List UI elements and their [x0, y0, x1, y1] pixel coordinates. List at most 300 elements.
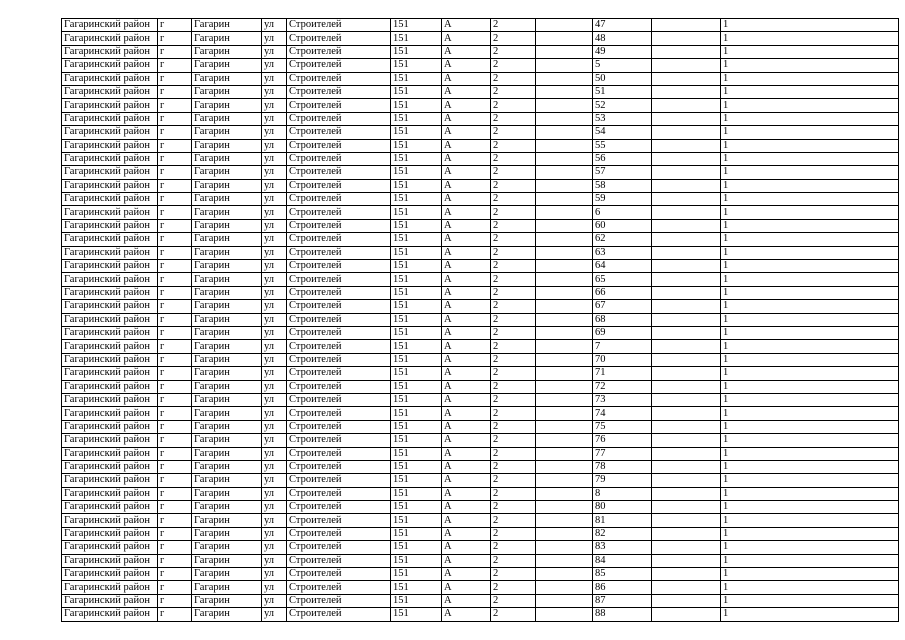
apartment-cell: 71 — [593, 367, 652, 380]
house-cell: 151 — [391, 527, 442, 540]
street-type-cell: ул — [262, 447, 287, 460]
count-cell: 1 — [721, 313, 899, 326]
blank-cell — [536, 460, 593, 473]
settlement-cell: Гагарин — [192, 112, 262, 125]
house-cell: 151 — [391, 447, 442, 460]
street-type-cell: ул — [262, 434, 287, 447]
street-type-cell: ул — [262, 340, 287, 353]
settlement-type-cell: г — [158, 45, 192, 58]
count-cell: 1 — [721, 166, 899, 179]
count-cell: 1 — [721, 179, 899, 192]
blank-cell — [536, 126, 593, 139]
blank-cell — [652, 166, 721, 179]
settlement-cell: Гагарин — [192, 434, 262, 447]
blank-cell — [652, 126, 721, 139]
street-cell: Строителей — [287, 313, 391, 326]
blank-cell — [652, 32, 721, 45]
settlement-cell: Гагарин — [192, 380, 262, 393]
apartment-cell: 75 — [593, 420, 652, 433]
settlement-cell: Гагарин — [192, 273, 262, 286]
house-cell: 151 — [391, 554, 442, 567]
house-cell: 151 — [391, 193, 442, 206]
blank-cell — [536, 514, 593, 527]
table-row — [62, 166, 899, 179]
apartment-cell: 77 — [593, 447, 652, 460]
settlement-cell: Гагарин — [192, 353, 262, 366]
count-cell: 1 — [721, 326, 899, 339]
street-cell: Строителей — [287, 326, 391, 339]
settlement-type-cell: г — [158, 541, 192, 554]
settlement-cell: Гагарин — [192, 246, 262, 259]
apartment-cell: 63 — [593, 246, 652, 259]
district-cell: Гагаринский район — [62, 99, 158, 112]
street-type-cell: ул — [262, 85, 287, 98]
street-type-cell: ул — [262, 59, 287, 72]
table-row — [62, 260, 899, 273]
street-type-cell: ул — [262, 501, 287, 514]
street-type-cell: ул — [262, 420, 287, 433]
count-cell: 1 — [721, 300, 899, 313]
house-cell: 151 — [391, 474, 442, 487]
table-row — [62, 246, 899, 259]
settlement-type-cell: г — [158, 313, 192, 326]
blank-cell — [652, 193, 721, 206]
district-cell: Гагаринский район — [62, 260, 158, 273]
district-cell: Гагаринский район — [62, 608, 158, 621]
district-cell: Гагаринский район — [62, 527, 158, 540]
settlement-cell: Гагарин — [192, 326, 262, 339]
number-cell: 2 — [491, 126, 536, 139]
count-cell: 1 — [721, 19, 899, 32]
settlement-type-cell: г — [158, 420, 192, 433]
house-cell: 151 — [391, 300, 442, 313]
house-cell: 151 — [391, 286, 442, 299]
count-cell: 1 — [721, 594, 899, 607]
street-cell: Строителей — [287, 554, 391, 567]
district-cell: Гагаринский район — [62, 126, 158, 139]
street-cell: Строителей — [287, 300, 391, 313]
blank-cell — [536, 193, 593, 206]
table-row — [62, 501, 899, 514]
house-cell: 151 — [391, 85, 442, 98]
blank-cell — [536, 326, 593, 339]
table-row — [62, 59, 899, 72]
blank-cell — [536, 112, 593, 125]
district-cell: Гагаринский район — [62, 434, 158, 447]
house-cell: 151 — [391, 380, 442, 393]
street-cell: Строителей — [287, 219, 391, 232]
apartment-cell: 84 — [593, 554, 652, 567]
blank-cell — [652, 501, 721, 514]
count-cell: 1 — [721, 112, 899, 125]
apartment-cell: 78 — [593, 460, 652, 473]
count-cell: 1 — [721, 206, 899, 219]
settlement-type-cell: г — [158, 166, 192, 179]
count-cell: 1 — [721, 541, 899, 554]
settlement-cell: Гагарин — [192, 72, 262, 85]
apartment-cell: 64 — [593, 260, 652, 273]
blank-cell — [536, 32, 593, 45]
count-cell: 1 — [721, 434, 899, 447]
blank-cell — [652, 45, 721, 58]
table-row — [62, 514, 899, 527]
number-cell: 2 — [491, 72, 536, 85]
settlement-cell: Гагарин — [192, 474, 262, 487]
street-cell: Строителей — [287, 19, 391, 32]
blank-cell — [652, 367, 721, 380]
count-cell: 1 — [721, 514, 899, 527]
street-cell: Строителей — [287, 72, 391, 85]
settlement-type-cell: г — [158, 487, 192, 500]
blank-cell — [652, 99, 721, 112]
house-cell: 151 — [391, 487, 442, 500]
blank-cell — [536, 139, 593, 152]
count-cell: 1 — [721, 219, 899, 232]
settlement-cell: Гагарин — [192, 460, 262, 473]
apartment-cell: 58 — [593, 179, 652, 192]
street-type-cell: ул — [262, 527, 287, 540]
settlement-cell: Гагарин — [192, 233, 262, 246]
building-cell: А — [442, 434, 491, 447]
number-cell: 2 — [491, 19, 536, 32]
number-cell: 2 — [491, 514, 536, 527]
street-cell: Строителей — [287, 273, 391, 286]
settlement-cell: Гагарин — [192, 126, 262, 139]
district-cell: Гагаринский район — [62, 286, 158, 299]
number-cell: 2 — [491, 45, 536, 58]
building-cell: А — [442, 99, 491, 112]
count-cell: 1 — [721, 568, 899, 581]
number-cell: 2 — [491, 179, 536, 192]
house-cell: 151 — [391, 219, 442, 232]
settlement-cell: Гагарин — [192, 407, 262, 420]
street-type-cell: ул — [262, 514, 287, 527]
settlement-type-cell: г — [158, 608, 192, 621]
district-cell: Гагаринский район — [62, 313, 158, 326]
building-cell: А — [442, 447, 491, 460]
blank-cell — [652, 139, 721, 152]
blank-cell — [652, 527, 721, 540]
blank-cell — [652, 353, 721, 366]
district-cell: Гагаринский район — [62, 474, 158, 487]
table-row — [62, 286, 899, 299]
settlement-cell: Гагарин — [192, 541, 262, 554]
district-cell: Гагаринский район — [62, 460, 158, 473]
address-table — [61, 18, 899, 622]
street-type-cell: ул — [262, 594, 287, 607]
blank-cell — [652, 594, 721, 607]
number-cell: 2 — [491, 541, 536, 554]
settlement-type-cell: г — [158, 501, 192, 514]
settlement-cell: Гагарин — [192, 139, 262, 152]
building-cell: А — [442, 514, 491, 527]
apartment-cell: 52 — [593, 99, 652, 112]
settlement-type-cell: г — [158, 353, 192, 366]
settlement-type-cell: г — [158, 527, 192, 540]
apartment-cell: 62 — [593, 233, 652, 246]
number-cell: 2 — [491, 99, 536, 112]
count-cell: 1 — [721, 72, 899, 85]
building-cell: А — [442, 32, 491, 45]
apartment-cell: 76 — [593, 434, 652, 447]
street-type-cell: ул — [262, 380, 287, 393]
district-cell: Гагаринский район — [62, 393, 158, 406]
blank-cell — [652, 541, 721, 554]
settlement-type-cell: г — [158, 514, 192, 527]
house-cell: 151 — [391, 420, 442, 433]
blank-cell — [652, 420, 721, 433]
blank-cell — [652, 554, 721, 567]
number-cell: 2 — [491, 246, 536, 259]
house-cell: 151 — [391, 99, 442, 112]
blank-cell — [536, 273, 593, 286]
settlement-type-cell: г — [158, 72, 192, 85]
street-cell: Строителей — [287, 286, 391, 299]
number-cell: 2 — [491, 273, 536, 286]
apartment-cell: 5 — [593, 59, 652, 72]
building-cell: А — [442, 179, 491, 192]
street-cell: Строителей — [287, 527, 391, 540]
street-type-cell: ул — [262, 326, 287, 339]
blank-cell — [652, 179, 721, 192]
blank-cell — [652, 72, 721, 85]
blank-cell — [536, 152, 593, 165]
number-cell: 2 — [491, 420, 536, 433]
number-cell: 2 — [491, 487, 536, 500]
house-cell: 151 — [391, 393, 442, 406]
number-cell: 2 — [491, 219, 536, 232]
street-cell: Строителей — [287, 32, 391, 45]
street-type-cell: ул — [262, 152, 287, 165]
table-row — [62, 420, 899, 433]
count-cell: 1 — [721, 407, 899, 420]
number-cell: 2 — [491, 527, 536, 540]
number-cell: 2 — [491, 85, 536, 98]
district-cell: Гагаринский район — [62, 487, 158, 500]
district-cell: Гагаринский район — [62, 420, 158, 433]
count-cell: 1 — [721, 447, 899, 460]
number-cell: 2 — [491, 59, 536, 72]
settlement-type-cell: г — [158, 179, 192, 192]
house-cell: 151 — [391, 19, 442, 32]
house-cell: 151 — [391, 45, 442, 58]
street-type-cell: ул — [262, 286, 287, 299]
blank-cell — [536, 407, 593, 420]
apartment-cell: 48 — [593, 32, 652, 45]
street-cell: Строителей — [287, 139, 391, 152]
table-row — [62, 541, 899, 554]
building-cell: А — [442, 59, 491, 72]
building-cell: А — [442, 501, 491, 514]
apartment-cell: 8 — [593, 487, 652, 500]
blank-cell — [536, 594, 593, 607]
district-cell: Гагаринский район — [62, 501, 158, 514]
apartment-cell: 79 — [593, 474, 652, 487]
building-cell: А — [442, 233, 491, 246]
table-row — [62, 273, 899, 286]
street-type-cell: ул — [262, 353, 287, 366]
building-cell: А — [442, 19, 491, 32]
count-cell: 1 — [721, 353, 899, 366]
settlement-cell: Гагарин — [192, 313, 262, 326]
apartment-cell: 73 — [593, 393, 652, 406]
street-cell: Строителей — [287, 434, 391, 447]
number-cell: 2 — [491, 326, 536, 339]
table-row — [62, 487, 899, 500]
blank-cell — [536, 45, 593, 58]
blank-cell — [652, 608, 721, 621]
number-cell: 2 — [491, 460, 536, 473]
street-type-cell: ул — [262, 193, 287, 206]
street-cell: Строителей — [287, 420, 391, 433]
settlement-cell: Гагарин — [192, 166, 262, 179]
street-type-cell: ул — [262, 260, 287, 273]
building-cell: А — [442, 554, 491, 567]
district-cell: Гагаринский район — [62, 166, 158, 179]
blank-cell — [652, 487, 721, 500]
table-row — [62, 45, 899, 58]
building-cell: А — [442, 380, 491, 393]
blank-cell — [536, 313, 593, 326]
settlement-type-cell: г — [158, 206, 192, 219]
district-cell: Гагаринский район — [62, 72, 158, 85]
building-cell: А — [442, 594, 491, 607]
street-cell: Строителей — [287, 179, 391, 192]
district-cell: Гагаринский район — [62, 340, 158, 353]
number-cell: 2 — [491, 193, 536, 206]
blank-cell — [536, 541, 593, 554]
count-cell: 1 — [721, 554, 899, 567]
house-cell: 151 — [391, 501, 442, 514]
settlement-type-cell: г — [158, 126, 192, 139]
settlement-cell: Гагарин — [192, 340, 262, 353]
blank-cell — [536, 233, 593, 246]
blank-cell — [536, 300, 593, 313]
apartment-cell: 56 — [593, 152, 652, 165]
street-type-cell: ул — [262, 112, 287, 125]
house-cell: 151 — [391, 273, 442, 286]
table-row — [62, 340, 899, 353]
count-cell: 1 — [721, 139, 899, 152]
blank-cell — [652, 447, 721, 460]
settlement-cell: Гагарин — [192, 568, 262, 581]
settlement-cell: Гагарин — [192, 514, 262, 527]
settlement-type-cell: г — [158, 568, 192, 581]
building-cell: А — [442, 608, 491, 621]
street-cell: Строителей — [287, 260, 391, 273]
settlement-type-cell: г — [158, 300, 192, 313]
settlement-type-cell: г — [158, 474, 192, 487]
settlement-cell: Гагарин — [192, 608, 262, 621]
settlement-cell: Гагарин — [192, 300, 262, 313]
settlement-cell: Гагарин — [192, 32, 262, 45]
settlement-cell: Гагарин — [192, 420, 262, 433]
house-cell: 151 — [391, 112, 442, 125]
apartment-cell: 49 — [593, 45, 652, 58]
blank-cell — [536, 501, 593, 514]
settlement-type-cell: г — [158, 273, 192, 286]
count-cell: 1 — [721, 85, 899, 98]
street-type-cell: ул — [262, 99, 287, 112]
apartment-cell: 60 — [593, 219, 652, 232]
house-cell: 151 — [391, 32, 442, 45]
building-cell: А — [442, 152, 491, 165]
blank-cell — [536, 85, 593, 98]
blank-cell — [536, 527, 593, 540]
apartment-cell: 87 — [593, 594, 652, 607]
apartment-cell: 66 — [593, 286, 652, 299]
building-cell: А — [442, 206, 491, 219]
table-row — [62, 32, 899, 45]
number-cell: 2 — [491, 434, 536, 447]
house-cell: 151 — [391, 568, 442, 581]
street-cell: Строителей — [287, 568, 391, 581]
number-cell: 2 — [491, 608, 536, 621]
building-cell: А — [442, 420, 491, 433]
apartment-cell: 47 — [593, 19, 652, 32]
settlement-type-cell: г — [158, 393, 192, 406]
blank-cell — [652, 300, 721, 313]
street-cell: Строителей — [287, 367, 391, 380]
count-cell: 1 — [721, 59, 899, 72]
blank-cell — [652, 233, 721, 246]
building-cell: А — [442, 568, 491, 581]
table-row — [62, 554, 899, 567]
street-cell: Строителей — [287, 407, 391, 420]
settlement-cell: Гагарин — [192, 59, 262, 72]
count-cell: 1 — [721, 474, 899, 487]
apartment-cell: 57 — [593, 166, 652, 179]
building-cell: А — [442, 527, 491, 540]
house-cell: 151 — [391, 260, 442, 273]
blank-cell — [652, 407, 721, 420]
district-cell: Гагаринский район — [62, 219, 158, 232]
blank-cell — [652, 568, 721, 581]
settlement-type-cell: г — [158, 152, 192, 165]
district-cell: Гагаринский район — [62, 300, 158, 313]
street-type-cell: ул — [262, 313, 287, 326]
blank-cell — [652, 85, 721, 98]
blank-cell — [536, 19, 593, 32]
settlement-cell: Гагарин — [192, 179, 262, 192]
blank-cell — [536, 179, 593, 192]
street-cell: Строителей — [287, 514, 391, 527]
street-type-cell: ул — [262, 407, 287, 420]
house-cell: 151 — [391, 126, 442, 139]
building-cell: А — [442, 126, 491, 139]
apartment-cell: 51 — [593, 85, 652, 98]
table-row — [62, 594, 899, 607]
street-type-cell: ул — [262, 45, 287, 58]
settlement-type-cell: г — [158, 32, 192, 45]
apartment-cell: 72 — [593, 380, 652, 393]
blank-cell — [652, 393, 721, 406]
blank-cell — [652, 19, 721, 32]
street-type-cell: ул — [262, 300, 287, 313]
table-row — [62, 407, 899, 420]
blank-cell — [536, 219, 593, 232]
settlement-type-cell: г — [158, 246, 192, 259]
street-cell: Строителей — [287, 246, 391, 259]
house-cell: 151 — [391, 340, 442, 353]
table-row — [62, 393, 899, 406]
blank-cell — [652, 246, 721, 259]
count-cell: 1 — [721, 45, 899, 58]
building-cell: А — [442, 326, 491, 339]
district-cell: Гагаринский район — [62, 193, 158, 206]
settlement-cell: Гагарин — [192, 19, 262, 32]
count-cell: 1 — [721, 246, 899, 259]
